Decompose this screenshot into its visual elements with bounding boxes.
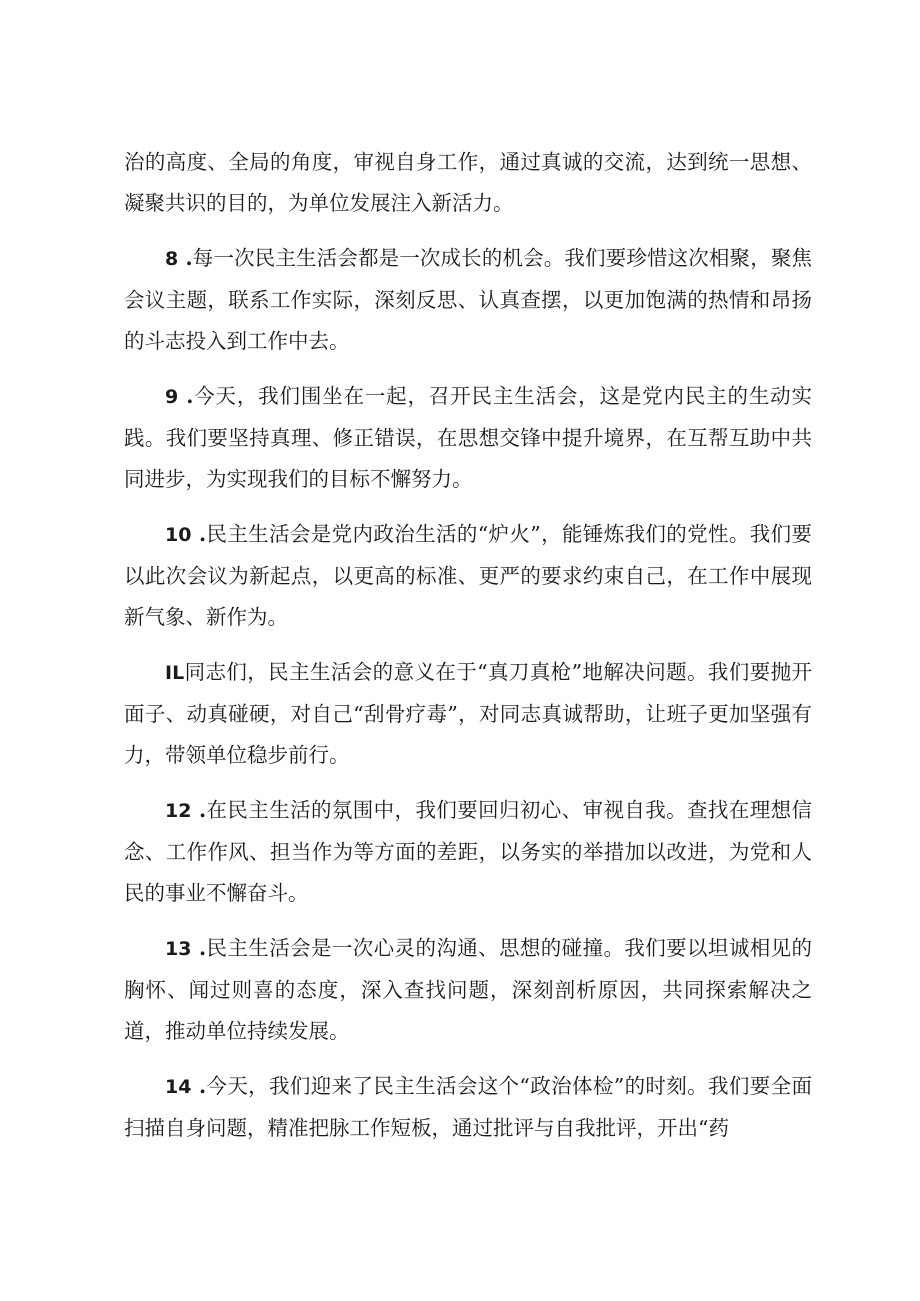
document-body — [124, 142, 812, 1163]
paragraph-number-separator: . — [178, 384, 194, 408]
paragraph-11 — [124, 652, 812, 776]
paragraph-8 — [124, 238, 812, 362]
paragraph-number-separator: . — [191, 1074, 207, 1098]
paragraph-text: 今天，我们迎来了民主生活会这个“政治体检”的时刻。我们要全面扫描自身问题，精准把脉工作短板，通过批评与自我批评，开出“药 — [124, 1074, 812, 1140]
paragraph-text: 治的高度、全局的角度，审视自身工作，通过真诚的交流，达到统一思想、凝聚共识的目的，为单位发展注入新活力。 — [124, 150, 812, 215]
paragraph-number: 14 — [165, 1076, 192, 1098]
paragraph-14 — [124, 1066, 812, 1149]
paragraph-text: 在民主生活的氛围中，我们要回归初心、审视自我。查找在理想信念、工作作风、担当作为等方面的差距，以务实的举措加以改进，为党和人民的事业不懈奋斗。 — [124, 798, 812, 905]
paragraph-number: 12 — [165, 800, 192, 822]
paragraph-number: 9 — [165, 386, 179, 408]
paragraph-continuation — [124, 142, 812, 224]
paragraph-text: 同志们，民主生活会的意义在于“真刀真枪”地解决问题。我们要抛开面子、动真碰硬，对自己“刮骨疗毒”，对同志真诚帮助，让班子更加坚强有力，带领单位稳步前行。 — [124, 660, 812, 767]
paragraph-13 — [124, 928, 812, 1052]
paragraph-text: 每一次民主生活会都是一次成长的机会。我们要珍惜这次相聚，聚焦会议主题，联系工作实际，深刻反思、认真查摆，以更加饱满的热情和昂扬的斗志投入到工作中去。 — [124, 246, 812, 353]
paragraph-9 — [124, 376, 812, 500]
paragraph-number: 13 — [165, 938, 192, 960]
paragraph-10 — [124, 514, 812, 638]
paragraph-number-separator: . — [191, 936, 207, 960]
paragraph-number-separator: . — [191, 798, 207, 822]
paragraph-text: 民主生活会是一次心灵的沟通、思想的碰撞。我们要以坦诚相见的胸怀、闻过则喜的态度，深入查找问题，深刻剖析原因，共同探索解决之道，推动单位持续发展。 — [124, 936, 812, 1043]
paragraph-12 — [124, 790, 812, 914]
paragraph-number: IL — [165, 662, 185, 684]
paragraph-text: 民主生活会是党内政治生活的“炉火”，能锤炼我们的党性。我们要以此次会议为新起点，以更高的标准、更严的要求约束自己，在工作中展现新气象、新作为。 — [124, 522, 812, 629]
paragraph-number: 8 — [165, 248, 179, 270]
paragraph-number-separator: . — [178, 246, 193, 270]
paragraph-text: 今天，我们围坐在一起，召开民主生活会，这是党内民主的生动实践。我们要坚持真理、修正错误，在思想交锋中提升境界，在互帮互助中共同进步，为实现我们的目标不懈努力。 — [124, 384, 812, 491]
paragraph-number: 10 — [165, 524, 192, 546]
paragraph-number-separator: . — [191, 522, 207, 546]
